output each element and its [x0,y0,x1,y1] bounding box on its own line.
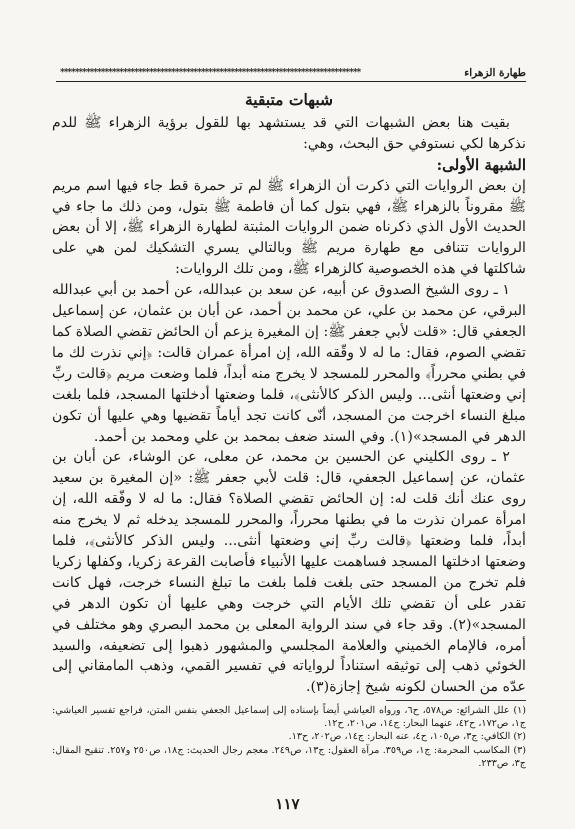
intro-paragraph: بقيت هنا بعض الشبهات التي قد يستشهد بها للقول برؤية الزهراء ﷺ للدم نذكرها لكي نستوفي حق البحث، وهي: [52,114,526,152]
header-rule [56,81,526,82]
footnote-3: (٣) المكاسب المحرمة: ج١، ص٣٥٩. مرآة العقول: ج١٣، ص٢٤٩. معجم رجال الحديث: ج١٨، ص٢٥٠ و٢٥٧. تنقيح المقال: ج٣، ص٢٣٣. [52,744,526,769]
narration-2: ٢ ـ روى الكليني عن الحسين بن محمد، عن معلى، عن الوشاء، عن أبان بن عثمان، عن إسماعيل الجعفي، قال: قلت لأبي جعفر ﷺ: «إن المغيرة بن سعيد روى عنك أنك قلت له: إن الحائض تقضي الصلاة؟ فقال: ما له لا وفّقه الله، إن امرأة عمران نذرت ما في بطنها محرراً، والمحرر للمسجد يدخله ثم لا يخرج منه أبداً، فلما وضعتها ﴿قالت ربِّ إني وضعتها أنثى... وليس الذكر كالأنثى﴾، فلما وضعتها ادخلتها المسجد فساهمت عليها الأنبياء فأصابت القرعة زكريا، وكفلها زكريا فلم تخرج من المسجد حتى بلغت فلما بلغت ما تبلغ النساء خرجت، فهل كانت تقدر على أن تقضي تلك الأيام التي خرجت وهي عليها أن تكون الدهر في المسجد»(٢). وقد جاء في سند الرواية المعلى بن محمد البصري وهو مختلف في أمره، فالإمام الخميني والعلامة المجلسي والمشهور ذهبوا إلى تضعيفه، والسيد الخوئي ذهب إلى توثيقه استناداً لرواياته في تفسير القمي، وذهب المامقاني إلى عدّه من الحسان لكونه شيخ إجازة(٣). [52,449,526,696]
first-doubt-paragraph: إن بعض الروايات التي ذكرت أن الزهراء ﷺ لم تر حمرة قط جاء فيها اسم مريم ﷺ مقروناً بالزهراء ﷺ، فهي بتول كما أن فاطمة ﷺ بتول، ومن ذلك ما جاء في الحديث الأول الذي ذكرناه ضمن الروايات المثبتة لطهارة الزهراء ﷺ، إلا أن بعض الروايات تتنافى مع طهارة مريم ﷺ وبالتالي يسري التشكيك لمن هي على شاكلتها في هذه الخصوصية كالزهراء ﷺ، ومن تلك الروايات: [52,177,526,278]
narration-1: ١ ـ روى الشيخ الصدوق عن أبيه، عن سعد بن عبدالله، عن أحمد بن أبي عبدالله البرقي، عن محمد بن علي، عن محمد بن أحمد، عن أبان بن عثمان، عن إسماعيل الجعفي قال: «قلت لأبي جعفر ﷺ: إن المغيرة يزعم أن الحائض تقضي الصلاة كما تقضي الصوم، فقال: ما له لا وقّقه الله، إن امرأة عمران قالت: ﴿إني نذرت لك ما في بطني محرراً﴾ والمحرر للمسجد لا يخرج منه أبداً، فلما وضعت مريم ﴿قالت ربِّ إني وضعتها أنثى... وليس الذكر كالأنثى﴾، فلما وضعتها أدخلتها المسجد، فلما بلغت مبلغ النساء اخرجت من المسجد، أنّى كانت تجد أياماً تقضيها وهي عليها أن تكون الدهر في المسجد»(١). وفي السند ضعف بمحمد بن علي ومحمد بن أحمد. [52,282,526,445]
section-title: شبهات متبقية [244,90,333,109]
footnote-rule [386,700,526,701]
page-number: ١١٧ [275,795,300,813]
main-text [52,90,526,698]
footnotes [52,700,526,770]
running-header-ornament: ********************************************************************************* [60,68,361,78]
running-header-title: طهارة الزهراء [464,67,526,79]
footnote-2: (٢) الكافي: ج٣، ص١٠٥، ح٤، عنه البحار: ج١٤، ص٢٠٢، ح١٣. [288,731,526,743]
footnote-1: (١) علل الشرائع: ص٥٧٨، ح٦، ورواه العياشي أيضاً بإسناده إلى إسماعيل الجعفي بنفس المتن، فراجع تفسير العياشي: ج١، ص١٧٢، ح٤٢، عنهما البحار: ج١٤، ص٢٠١، ح١٢. [52,705,526,730]
running-header [56,66,526,80]
first-doubt-title: الشبهة الأولى: [436,155,526,174]
